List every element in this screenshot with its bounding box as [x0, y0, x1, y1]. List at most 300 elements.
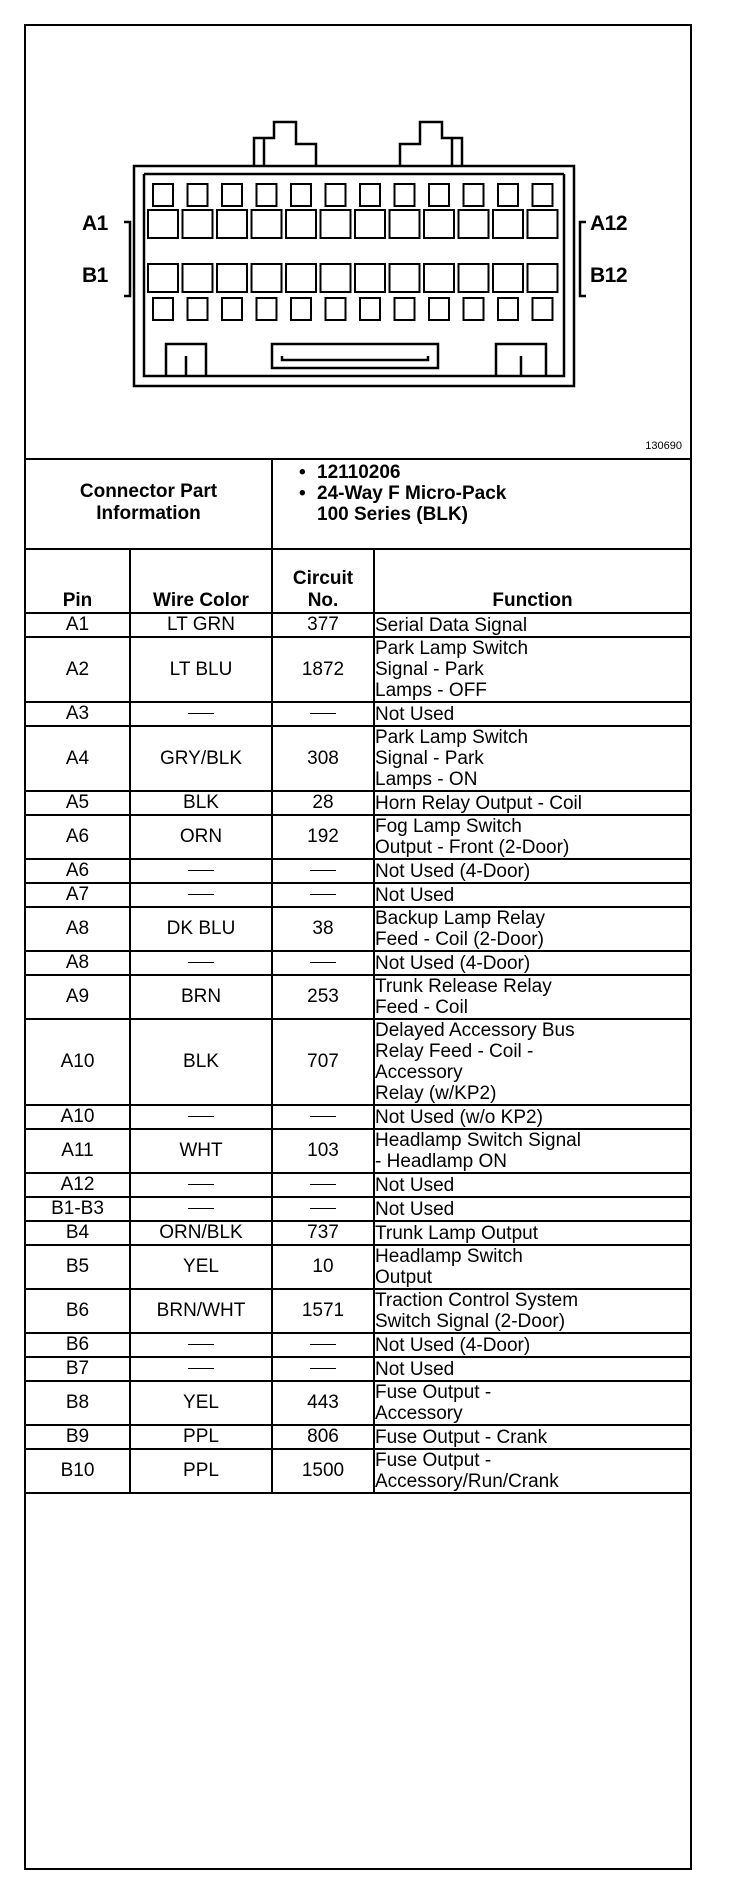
- pin-cell-value: B1-B3: [51, 1198, 104, 1219]
- pin-cell-value: A11: [61, 1140, 94, 1161]
- circuit-cell-value: 1571: [301, 1300, 345, 1321]
- pin-cell: [26, 1129, 130, 1173]
- function-cell: [374, 1425, 690, 1449]
- pinout-row: [26, 975, 690, 1019]
- circuit-cell: [272, 951, 374, 975]
- circuit-cell: [272, 1019, 374, 1105]
- column-header-function: Function: [374, 549, 690, 613]
- function-line: Park Lamp Switch: [375, 638, 529, 659]
- circuit-cell: [272, 1105, 374, 1129]
- pin-cell: [26, 1289, 130, 1333]
- circuit-cell-value: 707: [307, 1051, 339, 1072]
- pinout-row: [26, 1449, 690, 1493]
- row-a-terminal: [360, 184, 380, 206]
- wire-color-cell: [130, 1289, 272, 1333]
- column-header-circuit: [272, 549, 374, 613]
- row-a-terminal: [533, 184, 553, 206]
- function-cell: [374, 1173, 690, 1197]
- circuit-cell: [272, 1245, 374, 1289]
- connector-sheet: [24, 24, 692, 1870]
- row-b-cavity: [321, 264, 351, 292]
- pinout-rows: [26, 613, 690, 1493]
- pin-cell: [26, 637, 130, 702]
- circuit-cell-value: 377: [307, 614, 339, 635]
- row-b-terminal: [464, 298, 484, 320]
- pin-cell-value: A9: [65, 986, 90, 1007]
- pinout-row: [26, 859, 690, 883]
- pin-cell-value: A10: [60, 1106, 95, 1127]
- pin-cell: [26, 702, 130, 726]
- circuit-cell-value: [310, 894, 336, 895]
- circuit-cell: [272, 726, 374, 791]
- function-line: Fuse Output - Crank: [375, 1426, 548, 1448]
- pin-cell-value: B6: [65, 1334, 90, 1355]
- pinout-row: [26, 791, 690, 815]
- function-cell: [374, 613, 690, 637]
- function-cell: [374, 907, 690, 951]
- pin-label-a12: A12: [590, 212, 628, 235]
- circuit-cell: [272, 1197, 374, 1221]
- function-line: Not Used (4-Door): [375, 860, 531, 882]
- row-a-terminal: [498, 184, 518, 206]
- wire-color-cell-value: LT BLU: [169, 658, 233, 680]
- pin-cell: [26, 1333, 130, 1357]
- pin-cell-value: A10: [60, 1051, 95, 1072]
- circuit-cell-value: [310, 1184, 336, 1185]
- wire-color-cell: [130, 1357, 272, 1381]
- circuit-cell-value: 1500: [301, 1460, 345, 1481]
- function-line: Not Used (w/o KP2): [375, 1106, 543, 1128]
- circuit-cell: [272, 1425, 374, 1449]
- function-cell: [374, 1289, 690, 1333]
- wire-color-cell-value: [188, 870, 214, 871]
- circuit-cell: [272, 815, 374, 859]
- circuit-cell-value: [310, 1344, 336, 1345]
- part-info-label-line2: Information: [96, 503, 201, 524]
- row-a-cavity: [148, 210, 178, 238]
- pinout-row: [26, 1197, 690, 1221]
- circuit-cell: [272, 637, 374, 702]
- row-a-cavity: [252, 210, 282, 238]
- pin-cell: [26, 815, 130, 859]
- wire-color-cell-value: BLK: [183, 792, 219, 813]
- pin-cell-value: A12: [60, 1174, 95, 1195]
- function-cell: [374, 1449, 690, 1493]
- connector-drawing: [26, 26, 690, 460]
- row-b-terminal: [498, 298, 518, 320]
- wire-color-cell-value: BLK: [183, 1051, 219, 1072]
- pinout-row: [26, 883, 690, 907]
- pin-cell-value: A5: [65, 792, 90, 813]
- function-line: Backup Lamp Relay: [375, 908, 546, 929]
- circuit-cell: [272, 791, 374, 815]
- pin-cell: [26, 1019, 130, 1105]
- pinout-row: [26, 1425, 690, 1449]
- pinout-row: [26, 1357, 690, 1381]
- wire-color-cell-value: [188, 962, 214, 963]
- circuit-cell: [272, 1449, 374, 1493]
- pin-cell-value: B6: [65, 1300, 90, 1321]
- circuit-cell: [272, 859, 374, 883]
- function-line: Headlamp Switch: [375, 1246, 523, 1267]
- part-info-details: [272, 458, 690, 549]
- function-cell: [374, 975, 690, 1019]
- wire-color-cell: [130, 1173, 272, 1197]
- function-line: Relay Feed - Coil -: [375, 1041, 534, 1062]
- function-cell: [374, 951, 690, 975]
- circuit-cell: [272, 1129, 374, 1173]
- pin-cell: [26, 1197, 130, 1221]
- row-a-cavity: [424, 210, 454, 238]
- column-header-row: [26, 549, 690, 613]
- function-line: Switch Signal (2-Door): [375, 1311, 566, 1332]
- pin-cell-value: B7: [65, 1358, 90, 1379]
- wire-color-cell-value: [188, 1344, 214, 1345]
- pin-cell-value: A3: [65, 703, 90, 724]
- circuit-cell: [272, 1381, 374, 1425]
- function-cell: [374, 1357, 690, 1381]
- wire-color-cell: [130, 1449, 272, 1493]
- part-description-line2: 100 Series (BLK): [317, 504, 469, 525]
- function-line: Feed - Coil (2-Door): [375, 929, 544, 950]
- function-line: Output: [375, 1267, 433, 1288]
- circuit-cell-value: 443: [307, 1392, 339, 1413]
- function-cell: [374, 1019, 690, 1105]
- row-a-cavity: [286, 210, 316, 238]
- row-b-cavity: [355, 264, 385, 292]
- pin-cell: [26, 907, 130, 951]
- row-a-cavity: [459, 210, 489, 238]
- function-line: Not Used: [375, 703, 455, 725]
- circuit-cell-value: 103: [307, 1140, 339, 1161]
- row-b-terminal: [257, 298, 277, 320]
- row-a-terminal: [326, 184, 346, 206]
- circuit-cell-value: 192: [307, 826, 339, 847]
- row-b-terminal: [395, 298, 415, 320]
- function-line: Trunk Release Relay: [375, 976, 552, 997]
- pinout-row: [26, 613, 690, 637]
- row-b-terminal: [533, 298, 553, 320]
- pin-cell-value: A2: [65, 658, 90, 680]
- row-a-cavity: [217, 210, 247, 238]
- function-line: Fuse Output -: [375, 1450, 492, 1471]
- function-cell: [374, 859, 690, 883]
- row-b-cavity: [528, 264, 558, 292]
- circuit-cell-value: 253: [307, 986, 339, 1007]
- pin-cell-value: B8: [65, 1392, 90, 1413]
- wire-color-cell: [130, 1197, 272, 1221]
- pin-cell: [26, 726, 130, 791]
- part-info-row: [26, 458, 690, 549]
- row-a-terminal: [257, 184, 277, 206]
- wire-color-cell: [130, 815, 272, 859]
- pin-cell: [26, 1381, 130, 1425]
- row-a-cavity: [390, 210, 420, 238]
- pin-cell-value: A1: [65, 614, 90, 635]
- row-b-terminal: [429, 298, 449, 320]
- wire-color-cell-value: GRY/BLK: [159, 747, 243, 769]
- function-line: Accessory/Run/Crank: [375, 1471, 559, 1492]
- pin-cell-value: B5: [65, 1256, 90, 1277]
- function-cell: [374, 726, 690, 791]
- pin-cell: [26, 883, 130, 907]
- wire-color-cell: [130, 975, 272, 1019]
- function-line: Horn Relay Output - Coil: [375, 792, 582, 814]
- pinout-row: [26, 907, 690, 951]
- function-cell: [374, 702, 690, 726]
- wire-color-cell-value: YEL: [183, 1392, 219, 1413]
- function-cell: [374, 883, 690, 907]
- row-a-cavity: [321, 210, 351, 238]
- pinout-row: [26, 1019, 690, 1105]
- pin-cell: [26, 951, 130, 975]
- wire-color-cell-value: LT GRN: [167, 614, 235, 635]
- function-cell: [374, 791, 690, 815]
- wire-color-cell: [130, 1221, 272, 1245]
- connector-face-illustration: [26, 26, 690, 458]
- function-line: Not Used (4-Door): [375, 952, 531, 974]
- function-line: Fuse Output -: [375, 1382, 492, 1403]
- pin-cell: [26, 613, 130, 637]
- wire-color-cell: [130, 1129, 272, 1173]
- part-number: • 12110206: [299, 462, 690, 483]
- row-b-cavity: [252, 264, 282, 292]
- wire-color-cell-value: ORN/BLK: [159, 1222, 243, 1243]
- row-b-cavity: [459, 264, 489, 292]
- circuit-cell: [272, 1357, 374, 1381]
- row-b-terminal: [326, 298, 346, 320]
- row-a-terminal: [222, 184, 242, 206]
- function-line: Delayed Accessory Bus: [375, 1020, 575, 1041]
- pin-label-b12: B12: [590, 264, 628, 287]
- pin-cell-value: B9: [65, 1426, 90, 1447]
- circuit-cell-value: [310, 713, 336, 714]
- wire-color-cell-value: [188, 1116, 214, 1117]
- wire-color-cell: [130, 1425, 272, 1449]
- circuit-cell-value: [310, 1208, 336, 1209]
- row-a-cavity: [528, 210, 558, 238]
- row-b-terminal: [360, 298, 380, 320]
- circuit-cell: [272, 1289, 374, 1333]
- circuit-cell-value: [310, 962, 336, 963]
- row-a-terminal: [395, 184, 415, 206]
- circuit-cell-value: 1872: [301, 658, 345, 680]
- circuit-cell-value: 38: [312, 918, 334, 939]
- function-cell: [374, 1245, 690, 1289]
- row-b-cavity: [217, 264, 247, 292]
- pin-cell: [26, 975, 130, 1019]
- function-cell: [374, 1381, 690, 1425]
- wire-color-cell: [130, 791, 272, 815]
- column-header-wire-color: Wire Color: [130, 549, 272, 613]
- pinout-table: [26, 458, 690, 1494]
- function-line: Output - Front (2-Door): [375, 837, 570, 858]
- wire-color-cell: [130, 1381, 272, 1425]
- function-cell: [374, 1221, 690, 1245]
- wire-color-cell-value: [188, 1368, 214, 1369]
- pin-cell-value: A6: [65, 860, 90, 881]
- wire-color-cell: [130, 859, 272, 883]
- pinout-row: [26, 1289, 690, 1333]
- row-a-cavity: [183, 210, 213, 238]
- circuit-cell: [272, 1221, 374, 1245]
- function-line: Relay (w/KP2): [375, 1083, 497, 1104]
- wire-color-cell: [130, 883, 272, 907]
- circuit-cell: [272, 1173, 374, 1197]
- wire-color-cell-value: [188, 1208, 214, 1209]
- pinout-row: [26, 637, 690, 702]
- function-cell: [374, 637, 690, 702]
- circuit-cell-value: 806: [307, 1426, 339, 1447]
- function-line: Signal - Park: [375, 659, 484, 680]
- wire-color-cell: [130, 1105, 272, 1129]
- function-line: - Headlamp ON: [375, 1151, 507, 1172]
- pin-cell-value: A6: [65, 826, 90, 847]
- pin-cell-value: A7: [65, 884, 90, 905]
- row-a-cavity: [355, 210, 385, 238]
- function-line: Serial Data Signal: [375, 614, 528, 636]
- pinout-row: [26, 1221, 690, 1245]
- function-cell: [374, 1333, 690, 1357]
- function-line: Not Used: [375, 1358, 455, 1380]
- row-b-cavity: [286, 264, 316, 292]
- circuit-cell-value: [310, 1368, 336, 1369]
- part-description: [299, 483, 690, 525]
- function-line: Fog Lamp Switch: [375, 816, 522, 837]
- pin-cell: [26, 1357, 130, 1381]
- wire-color-cell-value: WHT: [179, 1140, 223, 1161]
- pin-label-a1: A1: [82, 212, 108, 235]
- circuit-cell: [272, 975, 374, 1019]
- pinout-row: [26, 1173, 690, 1197]
- wire-color-cell: [130, 726, 272, 791]
- wire-color-cell-value: [188, 894, 214, 895]
- row-a-terminal: [153, 184, 173, 206]
- pin-cell: [26, 1245, 130, 1289]
- circuit-cell: [272, 613, 374, 637]
- wire-color-cell-value: DK BLU: [166, 918, 236, 939]
- wire-color-cell-value: PPL: [183, 1426, 219, 1447]
- wire-color-cell-value: PPL: [183, 1460, 219, 1481]
- row-a-terminal: [291, 184, 311, 206]
- column-header-circuit-line2: No.: [307, 590, 339, 611]
- pin-label-b1: B1: [82, 264, 108, 287]
- wire-color-cell: [130, 951, 272, 975]
- pin-cell-value: A4: [65, 747, 90, 769]
- function-line: Lamps - ON: [375, 769, 478, 790]
- row-b-cavity: [493, 264, 523, 292]
- circuit-cell-value: 10: [312, 1256, 334, 1277]
- circuit-cell-value: [310, 870, 336, 871]
- wire-color-cell-value: YEL: [183, 1256, 219, 1277]
- wire-color-cell-value: [188, 1184, 214, 1185]
- circuit-cell: [272, 702, 374, 726]
- circuit-cell: [272, 883, 374, 907]
- function-line: Trunk Lamp Output: [375, 1222, 538, 1244]
- wire-color-cell-value: BRN/WHT: [156, 1300, 246, 1321]
- circuit-cell-value: 308: [307, 747, 339, 769]
- function-cell: [374, 1105, 690, 1129]
- row-a-terminal: [429, 184, 449, 206]
- column-header-pin: Pin: [26, 549, 130, 613]
- function-line: Feed - Coil: [375, 997, 468, 1018]
- function-line: Not Used: [375, 1198, 455, 1220]
- row-a-cavity: [493, 210, 523, 238]
- part-info-label-line1: Connector Part: [79, 481, 218, 502]
- pin-cell-value: A8: [65, 952, 90, 973]
- wire-color-cell: [130, 613, 272, 637]
- wire-color-cell-value: [188, 713, 214, 714]
- pinout-row: [26, 1105, 690, 1129]
- row-a-terminal: [464, 184, 484, 206]
- pin-cell-value: A8: [65, 918, 90, 939]
- circuit-cell-value: 737: [307, 1222, 339, 1243]
- function-cell: [374, 815, 690, 859]
- pin-cell: [26, 1221, 130, 1245]
- function-line: Not Used: [375, 1174, 455, 1196]
- drawing-number: 130690: [645, 440, 682, 452]
- function-cell: [374, 1197, 690, 1221]
- function-line: Not Used: [375, 884, 455, 906]
- row-b-cavity: [424, 264, 454, 292]
- wire-color-cell: [130, 1019, 272, 1105]
- function-line: Traction Control System: [375, 1290, 579, 1311]
- function-cell: [374, 1129, 690, 1173]
- row-b-terminal: [153, 298, 173, 320]
- function-line: Accessory: [375, 1403, 463, 1424]
- pinout-row: [26, 726, 690, 791]
- wire-color-cell: [130, 907, 272, 951]
- function-line: Headlamp Switch Signal: [375, 1130, 581, 1151]
- row-a-terminal: [188, 184, 208, 206]
- row-b-cavity: [390, 264, 420, 292]
- pinout-row: [26, 1381, 690, 1425]
- function-line: Accessory: [375, 1062, 463, 1083]
- wire-color-cell-value: BRN: [180, 986, 222, 1007]
- function-line: Lamps - OFF: [375, 680, 487, 701]
- row-b-terminal: [188, 298, 208, 320]
- pin-cell: [26, 791, 130, 815]
- wire-color-cell: [130, 1333, 272, 1357]
- pin-cell: [26, 1425, 130, 1449]
- circuit-cell: [272, 907, 374, 951]
- pin-cell-value: B10: [60, 1460, 95, 1481]
- pinout-row: [26, 702, 690, 726]
- circuit-cell: [272, 1333, 374, 1357]
- function-line: Not Used (4-Door): [375, 1334, 531, 1356]
- row-b-terminal: [222, 298, 242, 320]
- wire-color-cell: [130, 637, 272, 702]
- pinout-row: [26, 1245, 690, 1289]
- pinout-row: [26, 1333, 690, 1357]
- pin-cell: [26, 1105, 130, 1129]
- circuit-cell-value: 28: [312, 792, 334, 813]
- wire-color-cell: [130, 702, 272, 726]
- wire-color-cell: [130, 1245, 272, 1289]
- pin-cell: [26, 859, 130, 883]
- pin-cell: [26, 1173, 130, 1197]
- pin-cell: [26, 1449, 130, 1493]
- row-b-terminal: [291, 298, 311, 320]
- part-info-label: [26, 458, 272, 549]
- part-description-line1: • 24-Way F Micro-Pack: [317, 483, 507, 504]
- column-header-circuit-line1: Circuit: [292, 568, 354, 589]
- function-line: Park Lamp Switch: [375, 727, 529, 748]
- pinout-row: [26, 951, 690, 975]
- pin-cell-value: B4: [65, 1222, 90, 1243]
- wire-color-cell-value: ORN: [179, 826, 223, 847]
- pinout-row: [26, 815, 690, 859]
